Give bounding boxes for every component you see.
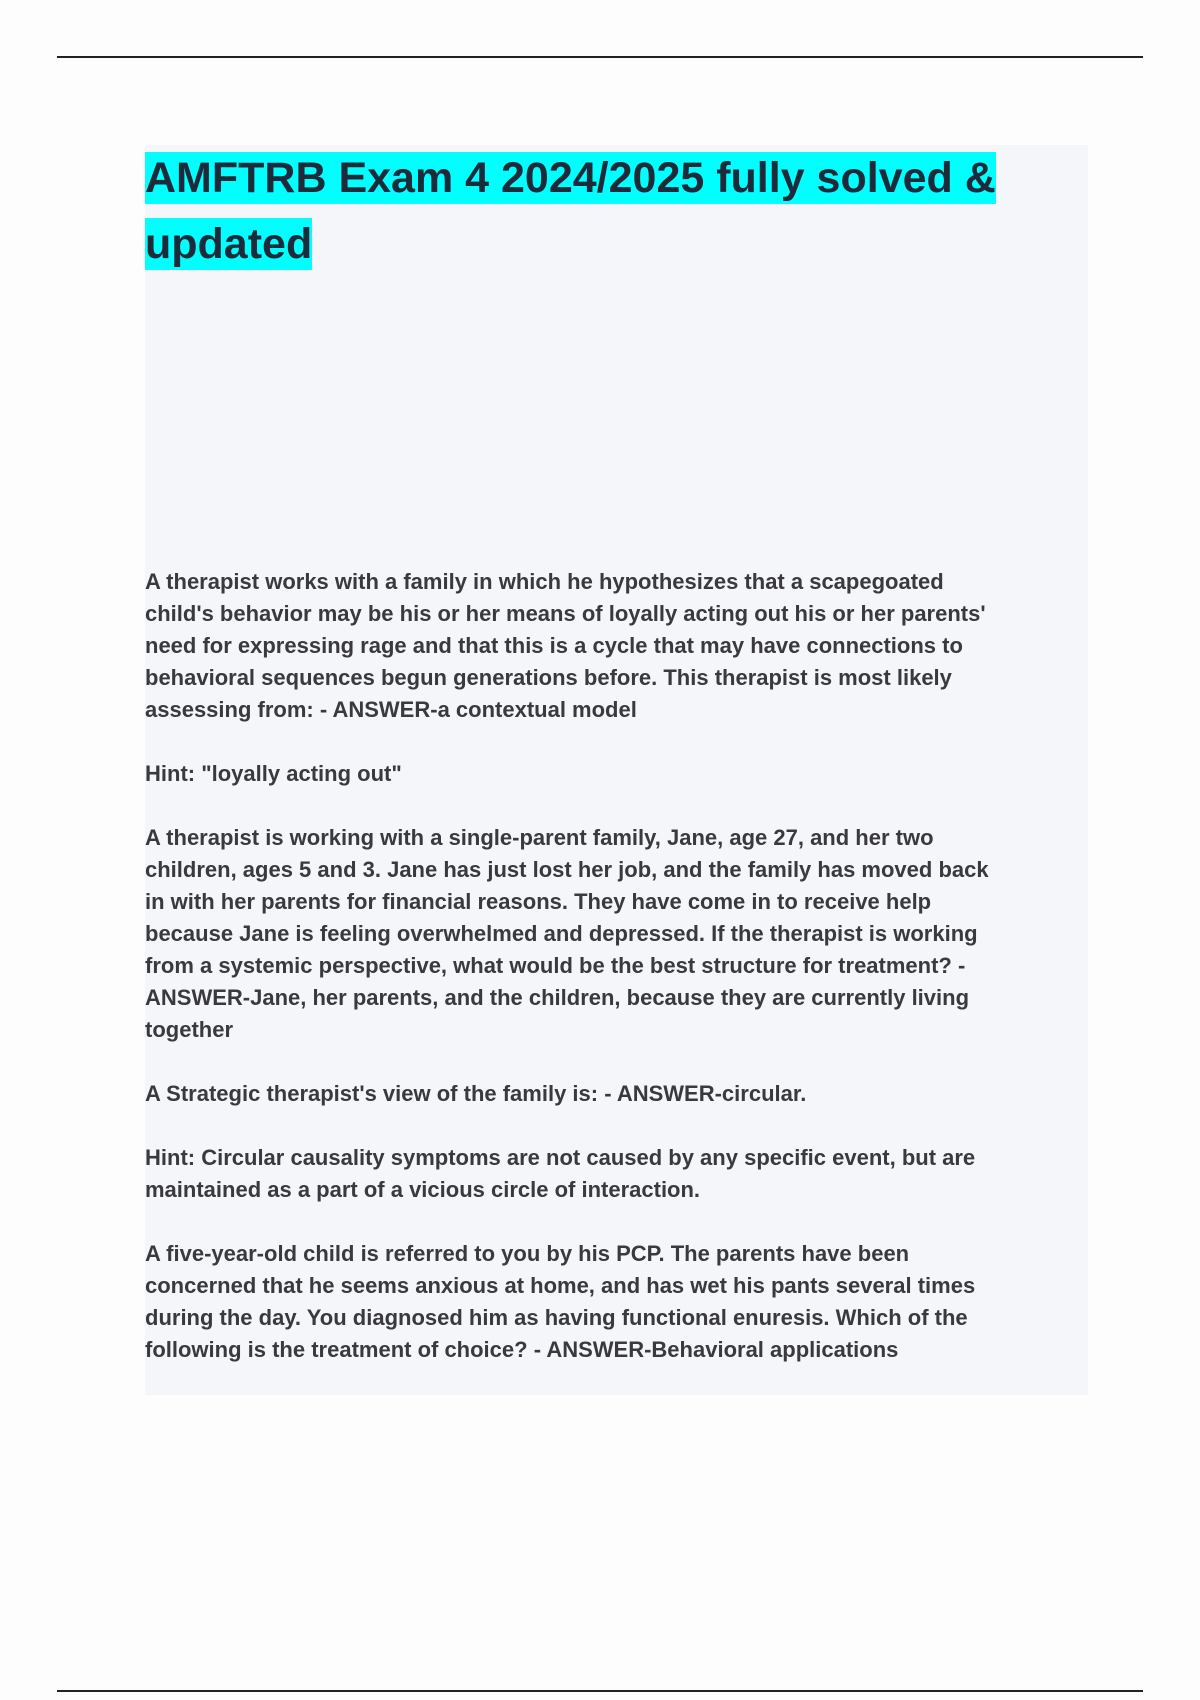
hint-paragraph: Hint: "loyally acting out": [145, 761, 402, 786]
question-paragraph: A therapist works with a family in which he hypothesizes that a scapegoated child's behavior may be his or her means of loyally acting out his or her parents' need for expressing rage and that this is a cycle that may have connections to behavioral sequences begun generations before. This therapist is most likely assessing from: - ANSWER-a contextual model: [145, 569, 986, 722]
hint-paragraph: Hint: Circular causality symptoms are not caused by any specific event, but are maintained as a part of a vicious circle of interaction.: [145, 1145, 976, 1202]
paragraph-spacer: [145, 1046, 1085, 1078]
question-paragraph: A Strategic therapist's view of the family is: - ANSWER-circular.: [145, 1081, 807, 1106]
paragraph-spacer: [145, 726, 1085, 758]
title-line-2: updated: [145, 220, 313, 268]
question-paragraph: A therapist is working with a single-parent family, Jane, age 27, and her two children, ages 5 and 3. Jane has just lost her job, and the family has moved back in with her parents for financial reasons. They have come in to receive help because Jane is feeling overwhelmed and depressed. If the therapist is working from a systemic perspective, what would be the best structure for treatment? - ANSWER-Jane, her parents, and the children, because they are currently living together: [145, 825, 989, 1042]
paragraph-spacer: [145, 1206, 1085, 1238]
top-rule: [57, 56, 1143, 58]
document-title: [145, 145, 1075, 277]
question-paragraph: A five-year-old child is referred to you by his PCP. The parents have been concerned that he seems anxious at home, and has wet his pants several times during the day. You diagnosed him as having functional enuresis. Which of the following is the treatment of choice? - ANSWER-Behavioral applications: [145, 1241, 976, 1362]
bottom-rule: [57, 1690, 1143, 1692]
document-body: [145, 566, 1085, 1366]
paragraph-spacer: [145, 1110, 1085, 1142]
paragraph-spacer: [145, 790, 1085, 822]
title-line-1: AMFTRB Exam 4 2024/2025 fully solved &: [145, 154, 996, 202]
